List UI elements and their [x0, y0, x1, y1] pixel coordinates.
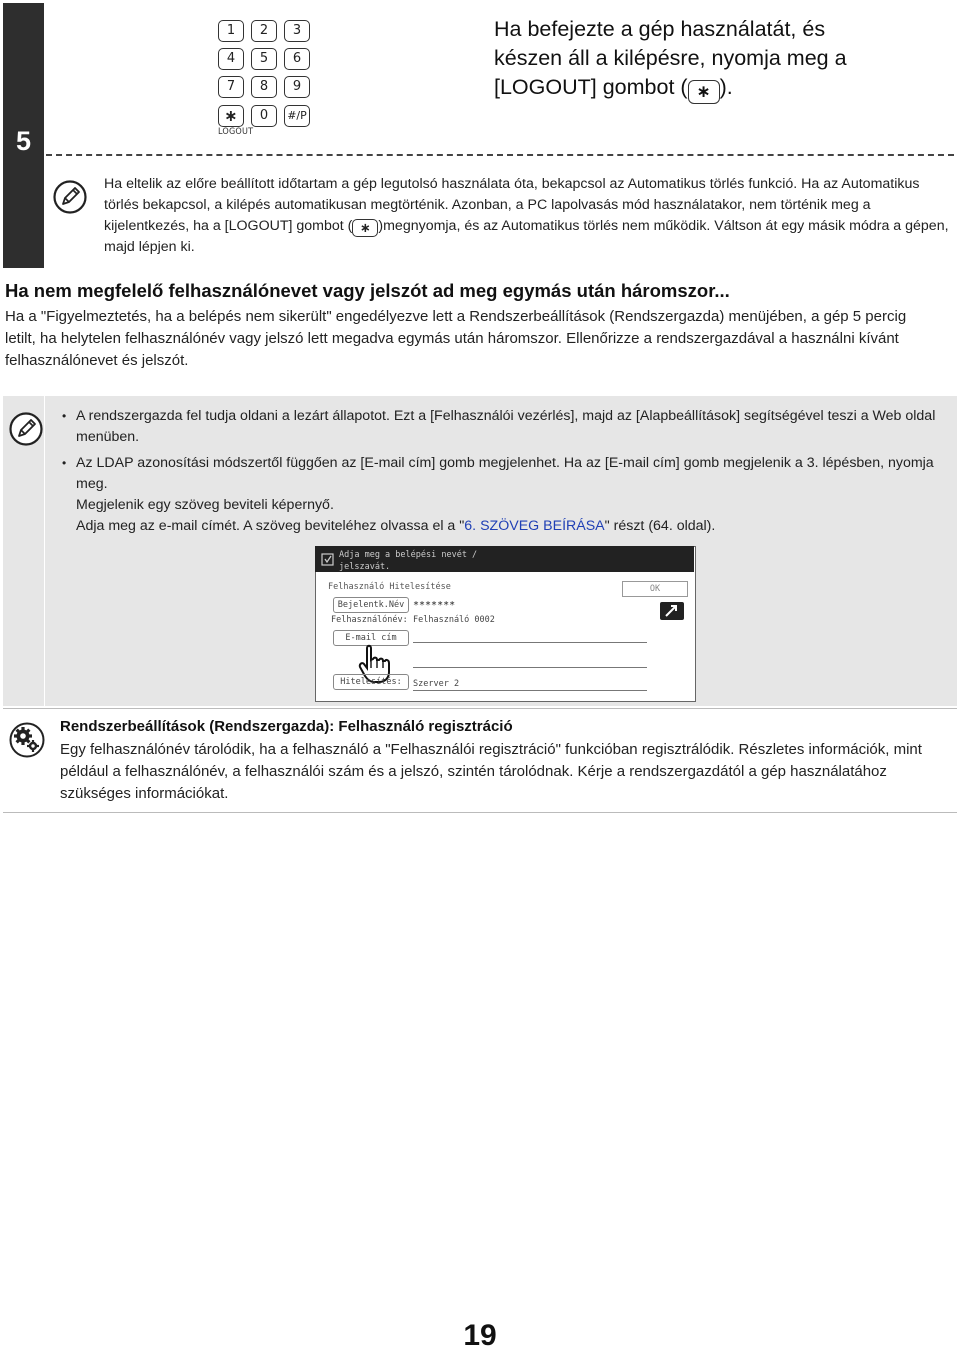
bullet2-line3-post: " részt (64. oldal). — [604, 518, 716, 534]
key-2: 2 — [251, 20, 277, 42]
gear-note-title: Rendszerbeállítások (Rendszergazda): Felhasználó regisztráció — [60, 718, 513, 735]
bullet2-line1: Az LDAP azonosítási módszertől függően az [E-mail cím] gomb megjelenhet. Ha az [E-mail cím] gomb megjelenik a 3. lépésben, nyomja meg. — [76, 455, 934, 492]
heading-line3-pre: [LOGOUT] gombot ( — [494, 75, 688, 99]
page-number: 19 — [463, 1319, 497, 1352]
logout-key-icon: ∗ — [352, 219, 378, 237]
ok-button[interactable]: OK — [622, 581, 688, 597]
text-entry-link[interactable]: 6. SZÖVEG BEÍRÁSA — [464, 518, 605, 534]
heading-line3-post: ). — [719, 75, 733, 99]
note2-divider — [44, 396, 45, 706]
authentication-button[interactable]: Hitelesítés: — [333, 674, 409, 690]
server-value: Szerver 2 — [413, 679, 460, 689]
bullet2-line2: Megjelenik egy szöveg beviteli képernyő. — [76, 497, 334, 513]
key-6: 6 — [284, 48, 310, 70]
section-heading: Ha nem megfelelő felhasználónevet vagy jelszót ad meg egymás után háromszor... — [5, 280, 730, 301]
note2-list — [62, 406, 947, 542]
note1-text — [104, 174, 949, 258]
screen-message: Adja meg a belépési nevét / jelszavát. — [339, 550, 478, 572]
key-3: 3 — [284, 20, 310, 42]
pencil-note-icon — [53, 180, 87, 214]
key-0: 0 — [251, 105, 277, 127]
field-underline — [413, 642, 647, 643]
key-hash-p: #/P — [284, 105, 310, 127]
field-underline — [413, 667, 647, 668]
logout-caption: LOGOUT — [218, 127, 254, 137]
bullet1-text: A rendszergazda fel tudja oldani a lezárt állapotot. Ezt a [Felhasználói vezérlés], majd az [Alapbeállítások] segítségével teszi a Web oldal menüben. — [76, 408, 936, 445]
password-mask: ******* — [413, 600, 456, 611]
screen-title: Felhasználó Hitelesítése — [328, 582, 451, 592]
heading-line2: készen áll a kilépésre, nyomja meg a — [494, 46, 847, 70]
dashed-divider — [46, 154, 954, 156]
key-9: 9 — [284, 76, 310, 98]
key-logout: ∗ — [218, 105, 244, 127]
logout-key-icon: ∗ — [688, 80, 720, 104]
key-1: 1 — [218, 20, 244, 42]
arrow-icon — [660, 602, 684, 620]
username-value: Felhasználó 0002 — [413, 615, 495, 625]
list-item — [62, 453, 947, 537]
username-label: Felhasználónév: — [331, 615, 408, 625]
section-body: Ha a "Figyelmeztetés, ha a belépés nem sikerült" engedélyezve lett a Rendszerbeállítások (Rendszergazda) menüjében, a gép 5 percig letilt, ha helytelen felhasználónév vagy jelszó lett megadva egymás után háromszor. Ellenőrizze a rendszergazdával a használni kívánt felhasználónevet és jelszót. — [5, 308, 907, 369]
key-4: 4 — [218, 48, 244, 70]
heading-line1: Ha befejezte a gép használatát, és — [494, 17, 826, 41]
note1-text-part2: )megnyomja, és az Automatikus törlés nem működik. Váltson át egy másik módra a gépen, majd lépjen ki. — [104, 218, 949, 255]
note1-text-part1: Ha eltelik az előre beállított időtartam a gép legutolsó használata óta, bekapcsol az Automatikus törlés funkció. Ha az Automatikus törlés bekapcsol, a kilépés automatikusan megtörténik. Azonban, a PC lapolvasás mód használatakor, nem történik meg a kijelentkezés, ha a [LOGOUT] gombot ( — [104, 176, 920, 234]
key-7: 7 — [218, 76, 244, 98]
step-number: 5 — [15, 126, 32, 156]
key-8: 8 — [251, 76, 277, 98]
pencil-note-icon — [9, 412, 43, 446]
step-heading — [494, 15, 934, 104]
gear-settings-icon — [9, 722, 45, 758]
list-item — [62, 406, 947, 448]
info-icon — [321, 553, 334, 566]
gear-note-body: Egy felhasználónév tárolódik, ha a felhasználó a "Felhasználói regisztráció" funkcióban regisztrálódik. Részletes információk, mint például a felhasználónév, a felhasználói szám és a jelszó, szintén tárolódnak. Kérje a rendszergazdától a gép használatához szükséges információkat. — [60, 741, 922, 802]
screen-nav-button[interactable] — [660, 602, 684, 620]
login-name-button[interactable]: Bejelentk.Név — [333, 597, 409, 613]
email-address-button[interactable]: E-mail cím — [333, 630, 409, 646]
field-underline — [413, 690, 647, 691]
bullet2-line3-pre: Adja meg az e-mail címét. A szöveg beviteléhez olvassa el a " — [76, 518, 465, 534]
key-5: 5 — [251, 48, 277, 70]
